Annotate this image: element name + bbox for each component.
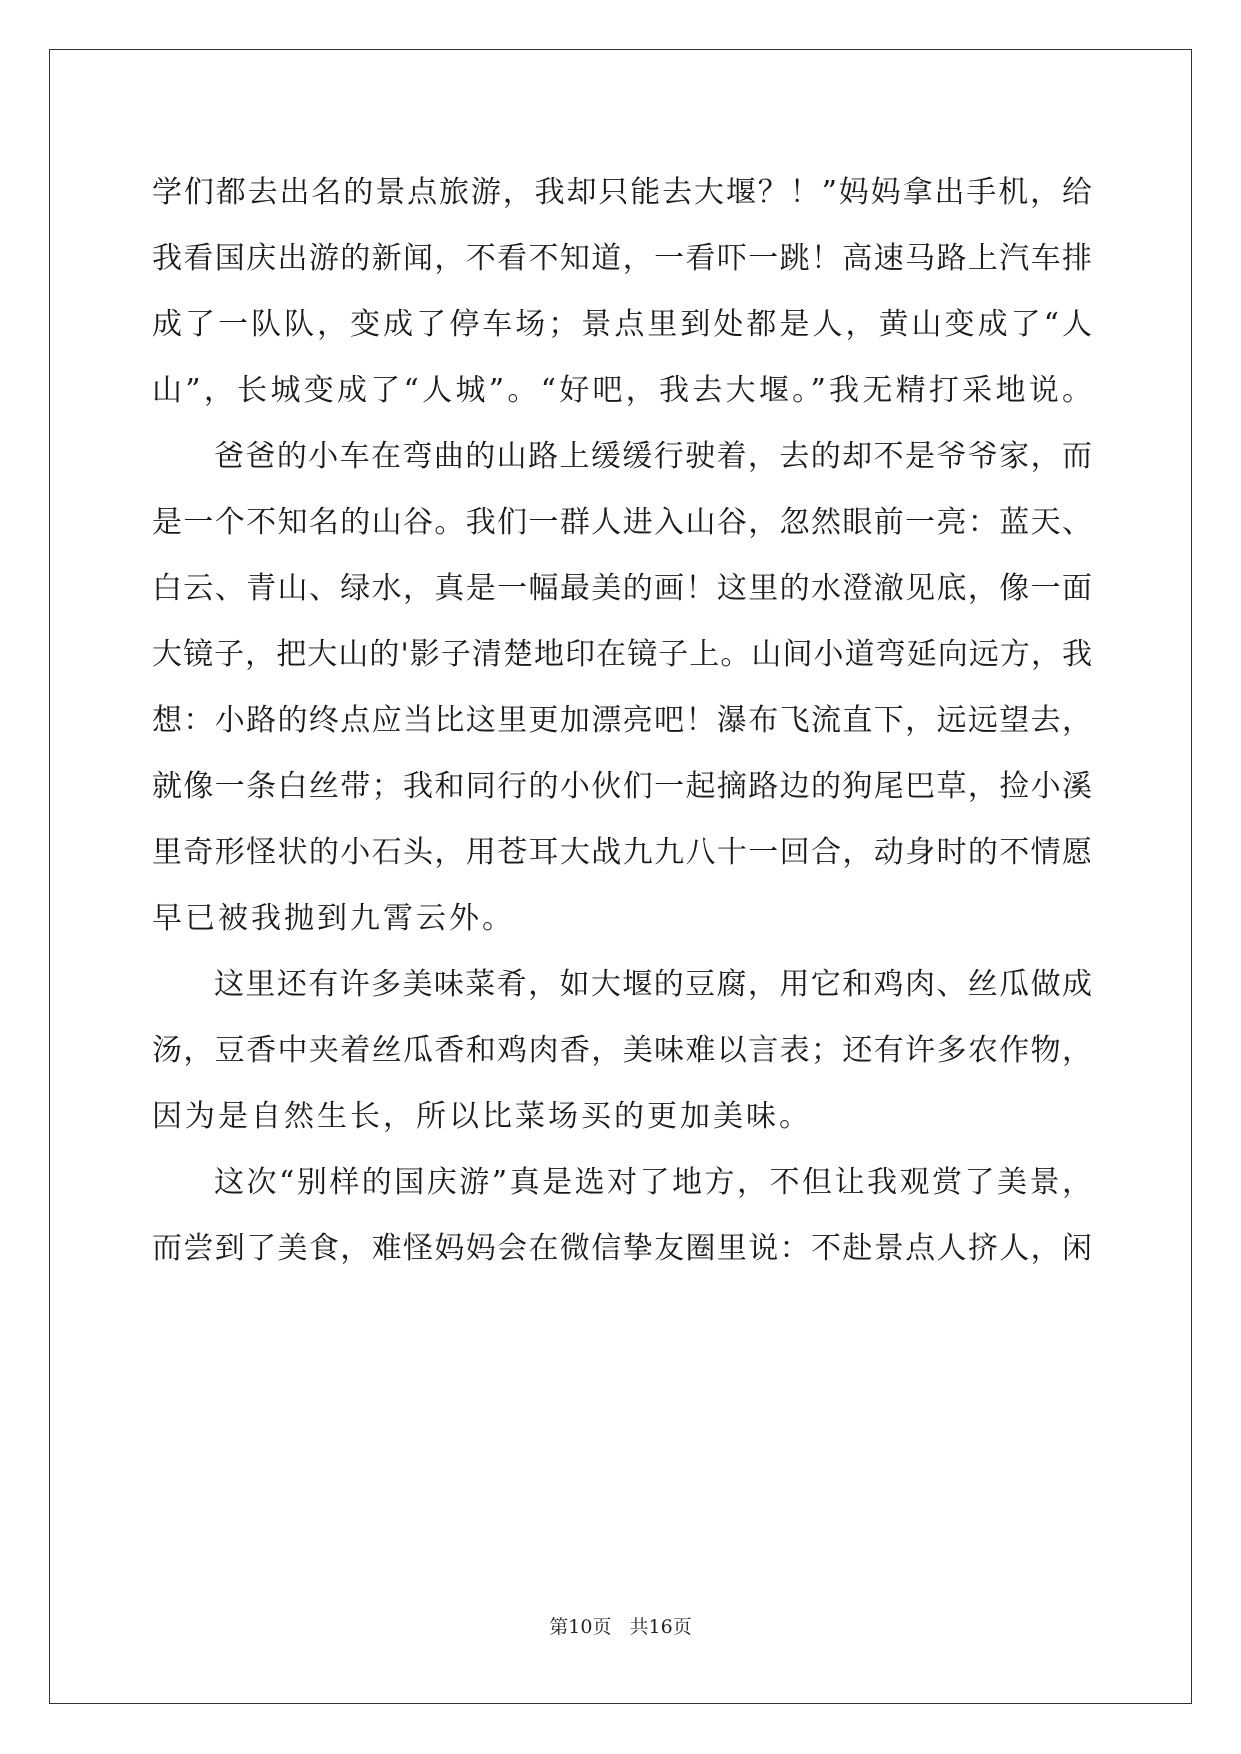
document-body <box>152 160 1092 1282</box>
text-line: 白云、青山、绿水，真是一幅最美的画！这里的水澄澈见底，像一面 <box>152 571 1092 606</box>
paragraph-start-line: 这里还有许多美味菜肴，如大堰的豆腐，用它和鸡肉、丝瓜做成 <box>214 967 1092 1002</box>
text-line: 想：小路的终点应当比这里更加漂亮吧！瀑布飞流直下，远远望去， <box>152 703 1092 738</box>
paragraph-end-line: 早已被我抛到九霄云外。 <box>152 901 515 936</box>
page-number: 第10页 <box>549 1616 612 1638</box>
text-line: 山”，长城变成了“人城”。“好吧，我去大堰。”我无精打采地说。 <box>152 373 1092 408</box>
text-line: 里奇形怪状的小石头，用苍耳大战九九八十一回合，动身时的不情愿 <box>152 835 1092 870</box>
text-line: 我看国庆出游的新闻，不看不知道，一看吓一跳！高速马路上汽车排 <box>152 241 1092 276</box>
paragraph-start-line: 这次“别样的国庆游”真是选对了地方，不但让我观赏了美景， <box>214 1165 1092 1200</box>
text-line: 大镜子，把大山的'影子清楚地印在镜子上。山间小道弯延向远方，我 <box>152 637 1092 672</box>
text-line: 汤，豆香中夹着丝瓜香和鸡肉香，美味难以言表；还有许多农作物， <box>152 1033 1092 1068</box>
paragraph-end-line: 因为是自然生长，所以比菜场买的更加美味。 <box>152 1099 812 1134</box>
text-line: 成了一队队，变成了停车场；景点里到处都是人，黄山变成了“人 <box>152 307 1092 342</box>
page-footer <box>0 1612 1241 1639</box>
text-line: 而尝到了美食，难怪妈妈会在微信挚友圈里说：不赴景点人挤人，闲 <box>152 1231 1092 1266</box>
paragraph-start-line: 爸爸的小车在弯曲的山路上缓缓行驶着，去的却不是爷爷家，而 <box>214 439 1092 474</box>
text-line: 学们都去出名的景点旅游，我却只能去大堰？！”妈妈拿出手机，给 <box>152 175 1092 210</box>
page-total: 共16页 <box>629 1616 692 1638</box>
text-line: 是一个不知名的山谷。我们一群人进入山谷，忽然眼前一亮：蓝天、 <box>152 505 1092 540</box>
text-line: 就像一条白丝带；我和同行的小伙们一起摘路边的狗尾巴草，捡小溪 <box>152 769 1092 804</box>
